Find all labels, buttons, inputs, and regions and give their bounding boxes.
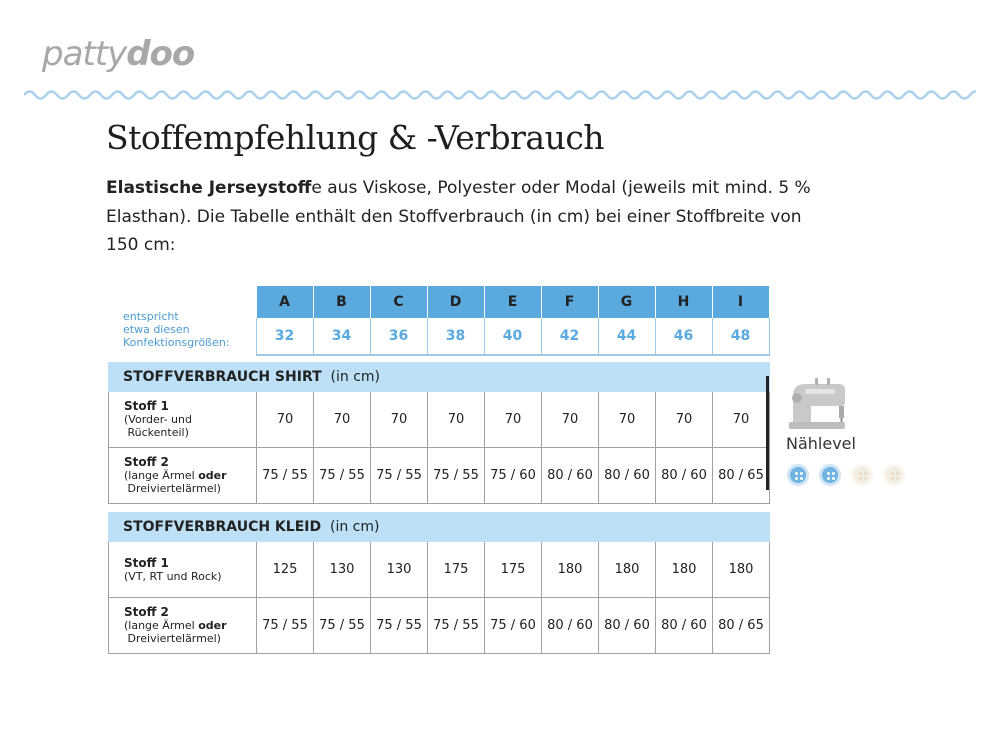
- value-cell: 180: [542, 542, 599, 598]
- shirt-table: [108, 362, 770, 504]
- value-cell: 80 / 60: [599, 448, 656, 504]
- value-cell: 180: [599, 542, 656, 598]
- kleid-heading: STOFFVERBRAUCH KLEID (in cm): [109, 513, 770, 542]
- size-number: 34: [313, 318, 370, 355]
- size-number: 38: [427, 318, 484, 355]
- value-cell: 75 / 55: [257, 448, 314, 504]
- button-filled-icon: [819, 464, 841, 486]
- value-cell: 70: [599, 392, 656, 448]
- size-letter: F: [541, 286, 598, 319]
- size-letter: I: [712, 286, 769, 319]
- button-empty-icon: [851, 464, 873, 486]
- row-header: Stoff 2 (lange Ärmel oder Dreiviertelärmel): [109, 598, 257, 654]
- size-letter: D: [427, 286, 484, 319]
- size-letter: H: [655, 286, 712, 319]
- size-number: 40: [484, 318, 541, 355]
- size-letter: G: [598, 286, 655, 319]
- size-letter: A: [256, 286, 313, 319]
- value-cell: 75 / 55: [314, 598, 371, 654]
- value-cell: 75 / 55: [428, 598, 485, 654]
- value-cell: 75 / 60: [485, 448, 542, 504]
- wave-divider: [24, 86, 976, 104]
- sewing-machine-icon: [787, 376, 849, 430]
- value-cell: 70: [428, 392, 485, 448]
- table-row: [109, 598, 770, 654]
- value-cell: 80 / 60: [542, 598, 599, 654]
- intro-text: Elastische Jerseystoffe aus Viskose, Polyester oder Modal (jeweils mit mind. 5 % Elasthan). Die Tabelle enthält den Stoffverbrauch (in cm) bei einer Stoffbreite von 150 cm:: [106, 178, 811, 255]
- value-cell: 80 / 65: [713, 448, 770, 504]
- value-cell: 80 / 60: [542, 448, 599, 504]
- shirt-heading: STOFFVERBRAUCH SHIRT (in cm): [109, 363, 770, 392]
- size-number: 44: [598, 318, 655, 355]
- size-number: 42: [541, 318, 598, 355]
- value-cell: 70: [314, 392, 371, 448]
- table-row: [109, 392, 770, 448]
- value-cell: 80 / 60: [656, 598, 713, 654]
- page-title: Stoffempfehlung & -Verbrauch: [106, 118, 605, 157]
- value-cell: 75 / 55: [371, 448, 428, 504]
- size-number: 48: [712, 318, 769, 355]
- table-row: [109, 542, 770, 598]
- value-cell: 80 / 60: [599, 598, 656, 654]
- row-header: Stoff 1 (Vorder- und Rückenteil): [109, 392, 257, 448]
- value-cell: 180: [656, 542, 713, 598]
- value-cell: 70: [485, 392, 542, 448]
- value-cell: 75 / 55: [428, 448, 485, 504]
- button-filled-icon: [787, 464, 809, 486]
- row-header: Stoff 1 (VT, RT und Rock): [109, 542, 257, 598]
- level-divider: [766, 376, 769, 490]
- value-cell: 70: [257, 392, 314, 448]
- value-cell: 75 / 55: [371, 598, 428, 654]
- value-cell: 130: [371, 542, 428, 598]
- value-cell: 70: [713, 392, 770, 448]
- kleid-table: [108, 512, 770, 654]
- size-table: [108, 285, 770, 356]
- value-cell: 80 / 60: [656, 448, 713, 504]
- table-row: [109, 448, 770, 504]
- size-number: 46: [655, 318, 712, 355]
- value-cell: 70: [371, 392, 428, 448]
- row-header: Stoff 2 (lange Ärmel oder Dreiviertelärmel): [109, 448, 257, 504]
- button-empty-icon: [883, 464, 905, 486]
- value-cell: 125: [257, 542, 314, 598]
- size-number: 32: [256, 318, 313, 355]
- size-label: entspricht etwa diesen Konfektionsgrößen:: [123, 310, 230, 349]
- value-cell: 75 / 55: [257, 598, 314, 654]
- size-number: 36: [370, 318, 427, 355]
- size-letter: C: [370, 286, 427, 319]
- value-cell: 175: [428, 542, 485, 598]
- value-cell: 75 / 60: [485, 598, 542, 654]
- value-cell: 175: [485, 542, 542, 598]
- value-cell: 70: [542, 392, 599, 448]
- level-label: Nählevel: [786, 434, 856, 453]
- value-cell: 130: [314, 542, 371, 598]
- value-cell: 70: [656, 392, 713, 448]
- size-letter: B: [313, 286, 370, 319]
- value-cell: 180: [713, 542, 770, 598]
- value-cell: 80 / 65: [713, 598, 770, 654]
- size-letter: E: [484, 286, 541, 319]
- brand-logo: pattydoo: [42, 34, 195, 74]
- value-cell: 75 / 55: [314, 448, 371, 504]
